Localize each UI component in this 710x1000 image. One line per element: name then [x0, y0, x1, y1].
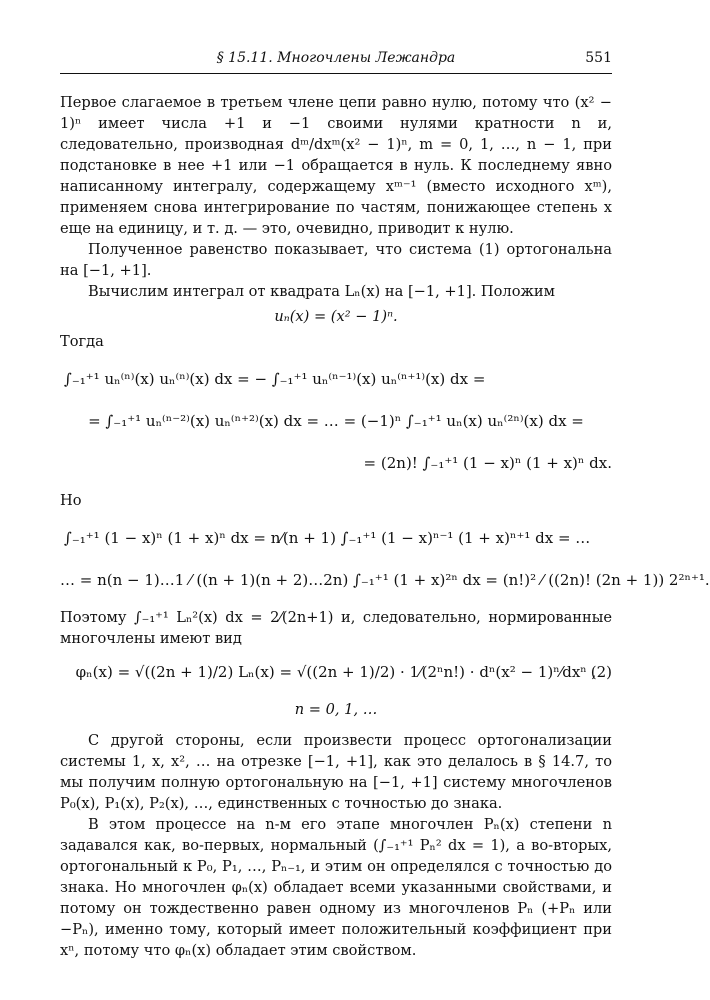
- equation-2-tag: (2): [590, 663, 612, 681]
- paragraph-conclusion: В этом процессе на n-м его этапе многочлен Pₙ(x) степени n задавался как, во-первых, нормальный (∫₋₁⁺¹ Pₙ² dx = 1), а во-вторых, ортогональный к P₀, P₁, …, Pₙ₋₁, и этим он определялся с точностью до знака. Но многочлен φₙ(x) обладает всеми указанными свойствами, и потому он тождественно равен одному из многочленов Pₙ (+Pₙ или −Pₙ), именно тому, который имеет положительный коэффициент при xⁿ, потому что φₙ(x) обладает этим свойством.: [60, 816, 612, 959]
- equation-un: uₙ(x) = (x² − 1)ⁿ.: [274, 308, 398, 325]
- equation-block-b: [60, 517, 710, 601]
- equation-2-body: φₙ(x) = √((2n + 1)/2) Lₙ(x) = √((2n + 1)/2) · 1⁄(2ⁿn!) · dⁿ(x² − 1)ⁿ⁄dxⁿ ,: [75, 663, 597, 681]
- equation-b-line-1: ∫₋₁⁺¹ (1 − x)ⁿ (1 + x)ⁿ dx = n⁄(n + 1) ∫₋₁⁺¹ (1 − x)ⁿ⁻¹ (1 + x)ⁿ⁺¹ dx = …: [64, 529, 591, 547]
- paragraph-2: Полученное равенство показывает, что система (1) ортогональна на [−1, +1].: [60, 241, 612, 279]
- equation-block-a: [60, 358, 612, 484]
- page-body: [60, 92, 710, 961]
- paragraph-orthogonalization: С другой стороны, если произвести процесс ортогонализации системы 1, x, x², … на отрезке [−1, +1], как это делалось в § 14.7, то мы получим полную ортогональную на [−1, +1] систему многочленов P₀(x), P₁(x), P₂(x), …, единственных с точностью до знака.: [60, 732, 612, 812]
- header-rule: [60, 73, 612, 74]
- equation-2-range: n = 0, 1, …: [294, 701, 378, 718]
- paragraph-1: Первое слагаемое в третьем члене цепи равно нулю, потому что (x² − 1)ⁿ имеет числа +1 и −1 своими нулями кратности n и, следовательно, производная dᵐ/dxᵐ(x² − 1)ⁿ, m = 0, 1, …, n − 1, при подстановке в нее +1 или −1 обращается в нуль. К последнему явно написанному интегралу, содержащему xᵐ⁻¹ (вместо исходного xᵐ), применяем снова интегрирование по частям, понижающее степень x еще на единицу, и т. д. — это, очевидно, приводит к нулю.: [60, 94, 612, 237]
- page-header: [60, 44, 612, 74]
- paragraph-therefore: Поэтому ∫₋₁⁺¹ Lₙ²(x) dx = 2⁄(2n+1) и, следовательно, нормированные многочлены имеют вид: [60, 609, 612, 647]
- equation-2: [60, 649, 612, 695]
- equation-a-line-2: = ∫₋₁⁺¹ uₙ⁽ⁿ⁻²⁾(x) uₙ⁽ⁿ⁺²⁾(x) dx = … = (−1)ⁿ ∫₋₁⁺¹ uₙ(x) uₙ⁽²ⁿ⁾(x) dx =: [88, 412, 584, 430]
- running-head: § 15.11. Многочлены Лежандра: [216, 50, 456, 66]
- paragraph-then: Тогда: [60, 333, 104, 350]
- equation-a-line-3: = (2n)! ∫₋₁⁺¹ (1 − x)ⁿ (1 + x)ⁿ dx.: [363, 454, 612, 472]
- paragraph-but: Но: [60, 492, 82, 509]
- page-number: 551: [585, 50, 612, 66]
- equation-b-line-2: … = n(n − 1)…1 ⁄ ((n + 1)(n + 2)…2n) ∫₋₁⁺¹ (1 + x)²ⁿ dx = (n!)² ⁄ ((2n)! (2n + 1)) 2²ⁿ⁺¹.: [60, 571, 710, 589]
- equation-a-line-1: ∫₋₁⁺¹ uₙ⁽ⁿ⁾(x) uₙ⁽ⁿ⁾(x) dx = − ∫₋₁⁺¹ uₙ⁽ⁿ⁻¹⁾(x) uₙ⁽ⁿ⁺¹⁾(x) dx =: [64, 370, 486, 388]
- paragraph-3: Вычислим интеграл от квадрата Lₙ(x) на [−1, +1]. Положим: [88, 283, 555, 300]
